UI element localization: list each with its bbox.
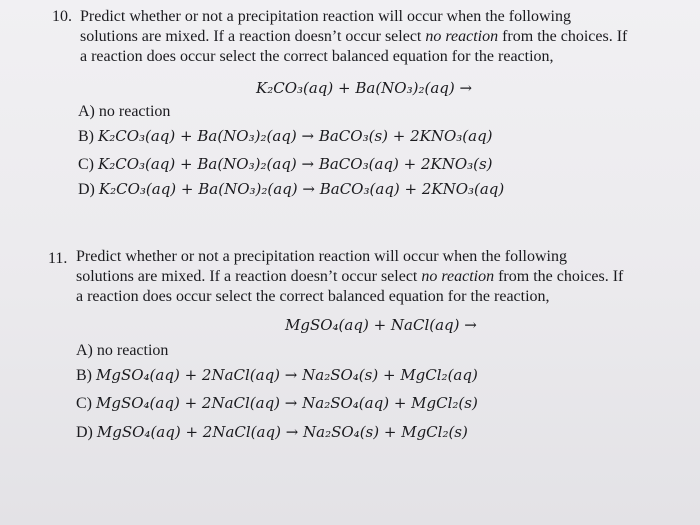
choice-text: MgSO₄(aq) + 2NaCl(aq) → Na₂SO₄(s) + MgCl₂(aq) xyxy=(96,366,478,384)
choice-text: no reaction xyxy=(96,342,169,359)
choice-a[interactable] xyxy=(78,103,170,121)
choice-text: no reaction xyxy=(98,103,171,120)
choice-text: K₂CO₃(aq) + Ba(NO₃)₂(aq) → BaCO₃(s) + 2KNO₃(aq) xyxy=(98,127,493,145)
choice-text: MgSO₄(aq) + 2NaCl(aq) → Na₂SO₄(aq) + MgCl₂(s) xyxy=(96,394,478,412)
choice-letter: D) xyxy=(78,181,95,198)
choice-b[interactable] xyxy=(76,366,478,385)
question-stem-line: a reaction does occur select the correct balanced equation for the reaction, xyxy=(76,288,550,305)
question-stem-line: a reaction does occur select the correct balanced equation for the reaction, xyxy=(80,48,554,65)
choice-a[interactable] xyxy=(76,342,168,360)
choice-letter: D) xyxy=(76,424,93,441)
stem-text: from the choices. If xyxy=(498,268,624,285)
stem-text: solutions are mixed. If a reaction doesn’t occur select xyxy=(80,28,422,45)
choice-letter: A) xyxy=(78,103,95,120)
question-number: 10. xyxy=(52,8,72,25)
stem-emphasis: no reaction xyxy=(421,268,495,285)
question-number: 11. xyxy=(48,250,68,267)
choice-text: K₂CO₃(aq) + Ba(NO₃)₂(aq) → BaCO₃(aq) + 2KNO₃(aq) xyxy=(98,180,505,198)
choice-c[interactable] xyxy=(78,155,493,174)
question-stem-line xyxy=(80,28,627,46)
choice-letter: B) xyxy=(78,128,94,145)
choice-text: K₂CO₃(aq) + Ba(NO₃)₂(aq) → BaCO₃(aq) + 2KNO₃(s) xyxy=(98,155,493,173)
choice-text: MgSO₄(aq) + 2NaCl(aq) → Na₂SO₄(s) + MgCl₂(s) xyxy=(96,423,468,441)
choice-b[interactable] xyxy=(78,127,493,146)
choice-letter: A) xyxy=(76,342,93,359)
question-stem-line: Predict whether or not a precipitation reaction will occur when the following xyxy=(80,8,571,25)
reaction-equation: K₂CO₃(aq) + Ba(NO₃)₂(aq) → xyxy=(256,79,473,97)
stem-emphasis: no reaction xyxy=(425,28,499,45)
reaction-equation: MgSO₄(aq) + NaCl(aq) → xyxy=(285,316,477,334)
choice-d[interactable] xyxy=(78,180,504,199)
choice-letter: B) xyxy=(76,367,92,384)
choice-letter: C) xyxy=(78,156,94,173)
question-stem-line: Predict whether or not a precipitation reaction will occur when the following xyxy=(76,248,567,265)
question-stem-line xyxy=(76,268,623,286)
choice-c[interactable] xyxy=(76,394,478,413)
stem-text: solutions are mixed. If a reaction doesn’t occur select xyxy=(76,268,418,285)
stem-text: from the choices. If xyxy=(502,28,628,45)
choice-letter: C) xyxy=(76,395,92,412)
choice-d[interactable] xyxy=(76,423,468,442)
